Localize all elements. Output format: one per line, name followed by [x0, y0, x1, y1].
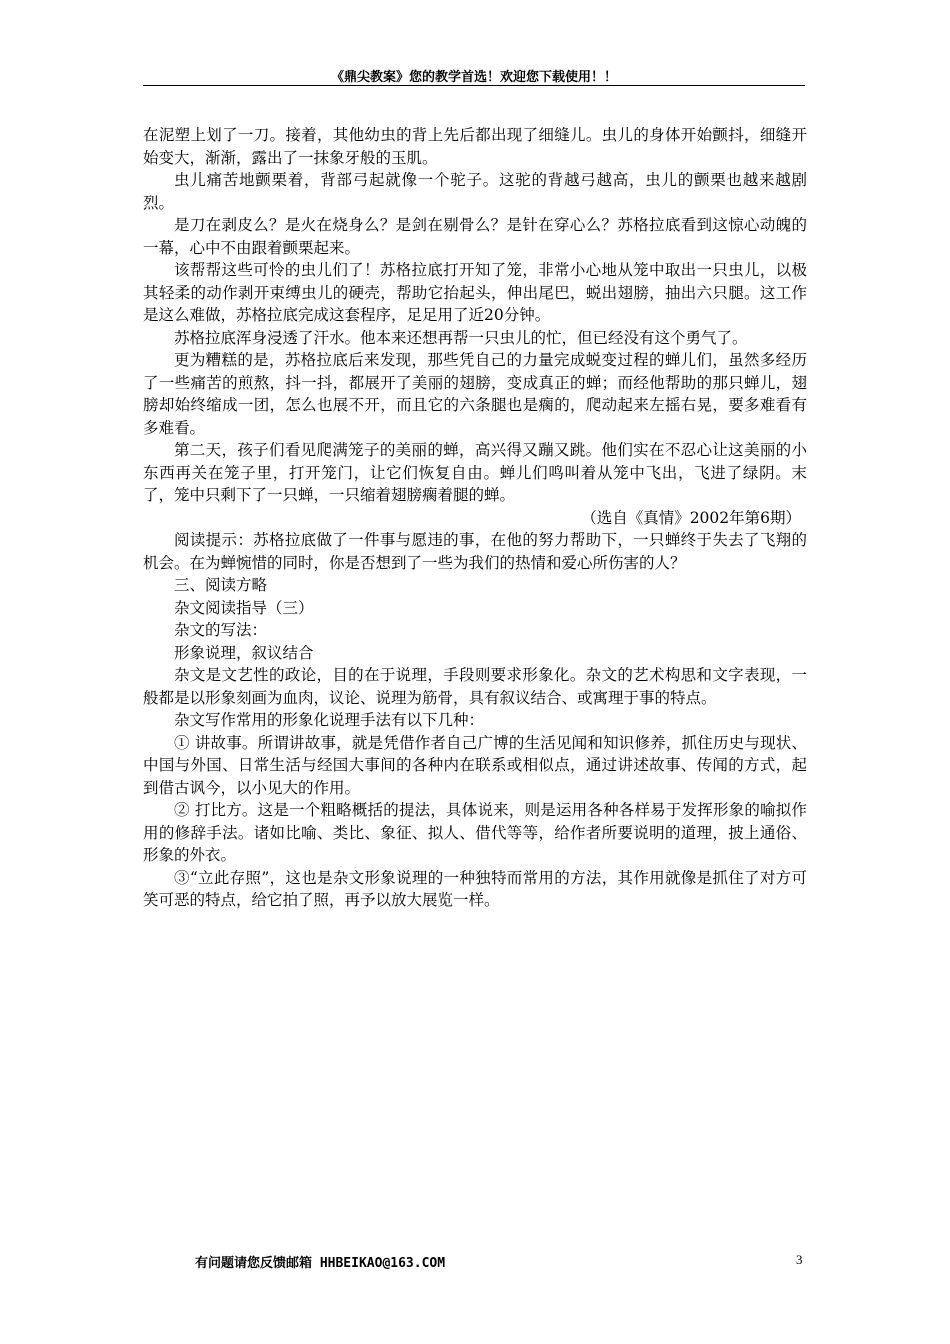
- paragraph: 虫儿痛苦地颤栗着，背部弓起就像一个驼子。这驼的背越弓越高，虫儿的颤栗也越来越剧烈。: [143, 171, 807, 212]
- paragraph: 在泥塑上划了一刀。接着，其他幼虫的背上先后都出现了细缝儿。虫儿的身体开始颤抖，细缝开始变大，渐渐，露出了一抹象牙般的玉肌。: [143, 126, 807, 167]
- paragraph: 苏格拉底浑身浸透了汗水。他本来还想再帮一只虫儿的忙，但已经没有这个勇气了。: [174, 328, 748, 347]
- list-item: ① 讲故事。所谓讲故事，就是凭借作者自己广博的生活见闻和知识修养，抓住历史与现状、中国与外国、日常生活与经国大事间的各种内在联系或相似点，通过讲述故事、传闻的方式，起到借古讽今，以小见大的作用。: [143, 733, 807, 797]
- paragraph: 是刀在剥皮么？是火在烧身么？是剑在剔骨么？是针在穿心么？苏格拉底看到这惊心动魄的一幕，心中不由跟着颤栗起来。: [143, 216, 807, 257]
- page-number: 3: [796, 1252, 803, 1267]
- paragraph: 杂文写作常用的形象化说理手法有以下几种：: [174, 711, 485, 729]
- paragraph: 形象说理，叙议结合: [174, 643, 314, 662]
- reading-tip: 阅读提示：苏格拉底做了一件事与愿违的事，在他的努力帮助下，一只蝉终于失去了飞翔的机会。在为蝉惋惜的同时，你是否想到了一些为我们的热情和爱心所伤害的人？: [143, 531, 807, 572]
- paragraph: 第二天，孩子们看见爬满笼子的美丽的蝉，高兴得又蹦又跳。他们实在不忍心让这美丽的小东西再关在笼子里，打开笼门，让它们恢复自由。蝉儿们鸣叫着从笼中飞出，飞进了绿阴。末了，笼中只剩下了一只蝉，一只缩着翅膀瘸着腿的蝉。: [143, 441, 807, 504]
- document-body: [143, 124, 807, 912]
- section-heading: 三、阅读方略: [174, 576, 268, 594]
- paragraph: 杂文是文艺性的政论，目的在于说理，手段则要求形象化。杂文的艺术构思和文字表现，一般都是以形象刻画为血肉，议论、说理为筋骨，具有叙议结合、或寓理于事的特点。: [143, 666, 807, 707]
- source-citation: （选自《真情》2002年第6期）: [581, 508, 801, 527]
- subsection-heading: 杂文阅读指导（三）: [174, 598, 314, 617]
- paragraph: 更为糟糕的是，苏格拉底后来发现，那些凭自己的力量完成蜕变过程的蝉儿们，虽然多经历了一些痛苦的煎熬，抖一抖，都展开了美丽的翅膀，变成真正的蝉；而经他帮助的那只蝉儿，翅膀却始终缩成一团，怎么也展不开，而且它的六条腿也是瘸的，爬动起来左摇右晃，要多难看有多难看。: [143, 351, 807, 437]
- paragraph: 该帮帮这些可怜的虫儿们了！苏格拉底打开知了笼，非常小心地从笼中取出一只虫儿，以极其轻柔的动作剥开束缚虫儿的硬壳，帮助它抬起头，伸出尾巴，蜕出翅膀，抽出六只腿。这工作是这么难做，苏格拉底完成这套程序，足足用了近20分钟。: [143, 261, 807, 324]
- list-item: ② 打比方。这是一个粗略概括的提法，具体说来，则是运用各种各样易于发挥形象的喻拟作用的修辞手法。诸如比喻、类比、象征、拟人、借代等等，给作者所要说明的道理，披上通俗、形象的外衣。: [143, 801, 807, 864]
- page-header-title: 《鼎尖教案》您的教学首选！欢迎您下载使用！！: [330, 70, 617, 85]
- footer-contact: 有问题请您反馈邮箱 HHBEIKAO@163.COM: [195, 1256, 446, 1271]
- paragraph: 杂文的写法：: [174, 621, 268, 639]
- header-divider: [143, 85, 805, 86]
- list-item: ③“立此存照”，这也是杂文形象说理的一种独特而常用的方法，其作用就像是抓住了对方可笑可恶的特点，给它拍了照，再予以放大展览一样。: [143, 868, 807, 909]
